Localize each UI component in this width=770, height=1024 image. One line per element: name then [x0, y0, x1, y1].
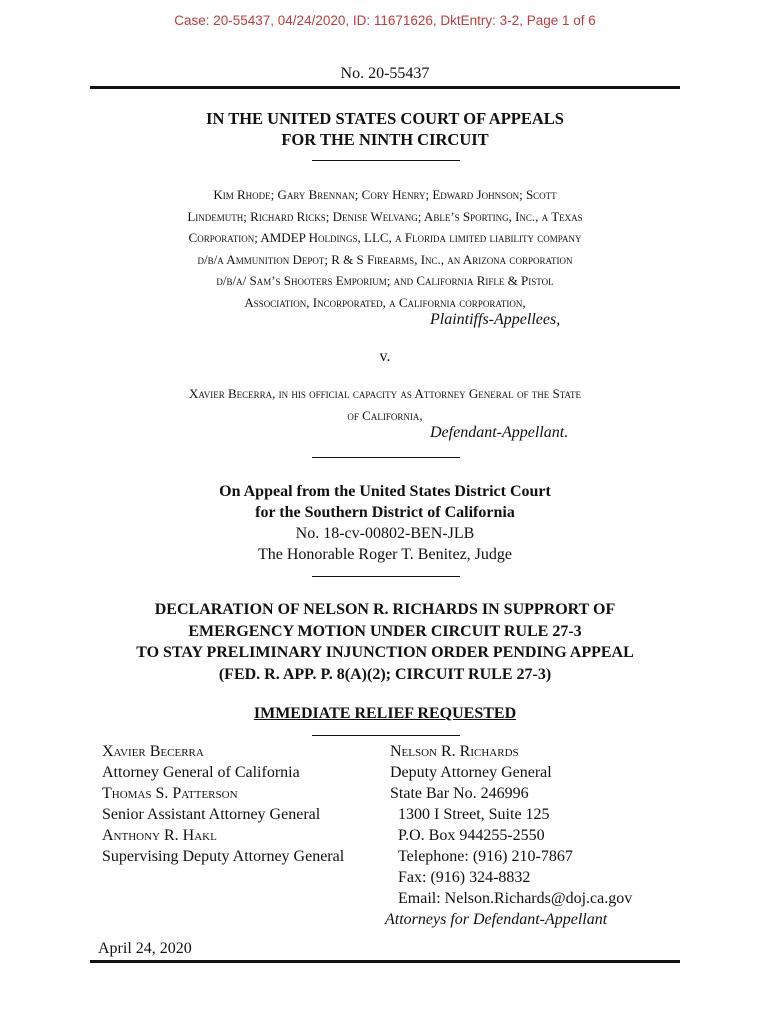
declaration-line: EMERGENCY MOTION UNDER CIRCUIT RULE 27-3	[188, 622, 582, 640]
plaintiff-line: d/b/a Ammunition Depot; R & S Firearms, Inc., an Arizona corporation	[197, 251, 573, 267]
divider	[312, 735, 460, 736]
bottom-divider	[90, 960, 680, 963]
po-box: P.O. Box 944255-2550	[398, 827, 545, 844]
declaration-line: TO STAY PRELIMINARY INJUNCTION ORDER PENDING APPEAL	[136, 644, 634, 661]
court-name	[0, 108, 770, 150]
telephone: Telephone: (916) 210-7867	[398, 848, 573, 865]
plaintiffs-role: Plaintiffs-Appellees,	[430, 311, 561, 328]
appeal-line-1: On Appeal from the United States District Court	[219, 483, 551, 500]
plaintiff-line: Lindemuth; Richard Ricks; Denise Welvang; Able’s Sporting, Inc., a Texas	[187, 208, 583, 224]
appeal-block	[0, 481, 770, 565]
court-line-1: IN THE UNITED STATES COURT OF APPEALS	[206, 109, 564, 128]
plaintiffs-caption	[0, 184, 770, 313]
appeal-line-2: for the Southern District of California	[255, 504, 515, 521]
declaration-title	[0, 599, 770, 685]
defendant-line: Xavier Becerra, in his official capacity as Attorney General of the State	[189, 386, 581, 401]
plaintiff-line: Corporation; AMDEP Holdings, LLC, a Florida limited liability company	[188, 230, 582, 245]
counsel-title: Supervising Deputy Attorney General	[102, 848, 345, 865]
defendant-role: Defendant-Appellant.	[430, 424, 569, 441]
attorneys-for: Attorneys for Defendant-Appellant	[385, 911, 608, 928]
counsel-title: Deputy Attorney General	[390, 764, 552, 781]
divider	[312, 457, 460, 458]
divider	[312, 160, 460, 161]
judge-name: The Honorable Roger T. Benitez, Judge	[258, 546, 512, 563]
docket-header-stamp: Case: 20-55437, 04/24/2020, ID: 11671626, DktEntry: 3-2, Page 1 of 6	[174, 13, 596, 28]
top-divider	[90, 86, 680, 89]
filing-date: April 24, 2020	[98, 940, 192, 957]
defendant-line: of California,	[347, 407, 423, 423]
plaintiff-line: Association, Incorporated, a California corporation,	[244, 294, 526, 310]
counsel-title: Attorney General of California	[102, 764, 300, 781]
counsel-name: Xavier Becerra	[102, 743, 204, 760]
court-line-2: FOR THE NINTH CIRCUIT	[281, 130, 489, 149]
defendant-caption	[0, 383, 770, 426]
plaintiff-line: Kim Rhode; Gary Brennan; Cory Henry; Edward Johnson; Scott	[213, 187, 557, 202]
street-address: 1300 I Street, Suite 125	[398, 806, 550, 823]
docket-number: No. 18-cv-00802-BEN-JLB	[295, 525, 475, 542]
email: Email: Nelson.Richards@doj.ca.gov	[398, 890, 633, 907]
fax: Fax: (916) 324-8832	[398, 869, 531, 886]
divider	[312, 576, 460, 577]
counsel-name: Nelson R. Richards	[390, 743, 519, 760]
counsel-left	[102, 741, 344, 867]
plaintiff-line: d/b/a/ Sam’s Shooters Emporium; and California Rifle & Pistol	[216, 273, 554, 288]
counsel-title: Senior Assistant Attorney General	[102, 806, 321, 823]
counsel-name: Thomas S. Patterson	[102, 785, 238, 802]
counsel-name: Anthony R. Hakl	[102, 827, 217, 844]
counsel-right	[385, 741, 633, 930]
declaration-line: DECLARATION OF NELSON R. RICHARDS IN SUPPRORT OF	[154, 601, 616, 618]
case-number: No. 20-55437	[340, 65, 430, 82]
immediate-relief-requested: IMMEDIATE RELIEF REQUESTED	[253, 705, 517, 722]
relief-wrap	[0, 705, 770, 723]
versus: v.	[379, 348, 391, 365]
declaration-line: (FED. R. APP. P. 8(A)(2); CIRCUIT RULE 27-3)	[218, 665, 552, 683]
state-bar-number: State Bar No. 246996	[390, 785, 529, 802]
